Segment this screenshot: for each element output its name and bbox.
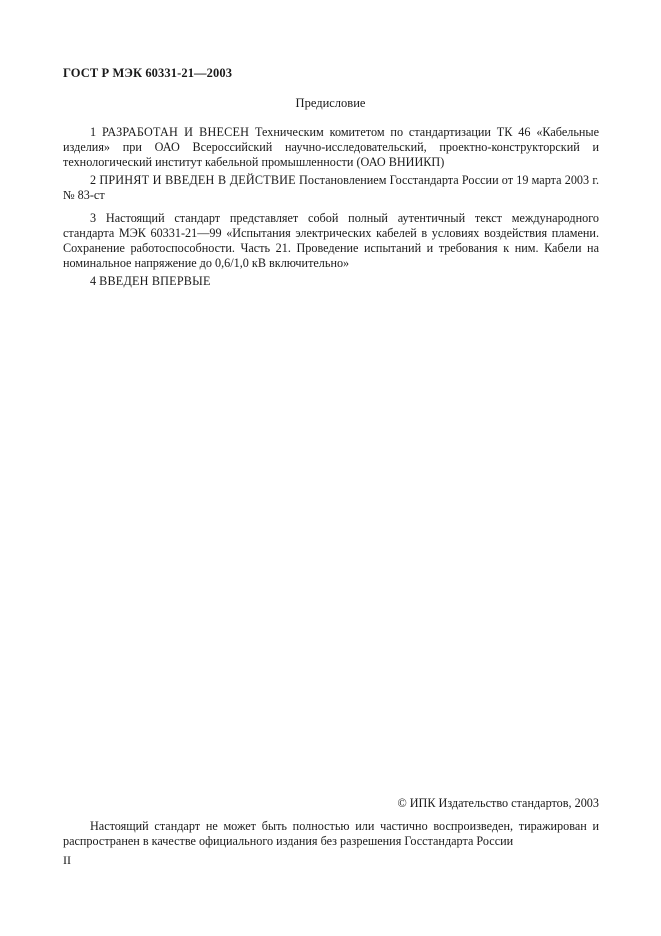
copyright-line: © ИПК Издательство стандартов, 2003 [397,796,599,810]
item-heading: ПРИНЯТ И ВВЕДЕН В ДЕЙСТВИЕ [99,173,296,187]
list-item-4 [63,274,599,289]
item-number: 2 [90,173,97,187]
item-number: 3 [90,211,97,225]
document-id-header: ГОСТ Р МЭК 60331-21—2003 [63,66,233,80]
item-text: Техническим комитетом по стандартизации ТК 46 «Кабельные изделия» при ОАО Всероссийский научно-исследовательский, проектно-конструкторский и технологический институт кабельной промышленности (ОАО ВНИИКП) [63,125,600,169]
item-text: Постановлением Госстандарта России от 19 марта 2003 г. № 83-ст [63,173,600,202]
list-item-2 [63,173,599,203]
item-heading: ВВЕДЕН ВПЕРВЫЕ [99,274,211,288]
item-number: 1 [90,125,97,139]
reproduction-notice: Настоящий стандарт не может быть полностью или частично воспроизведен, тиражирован и распространен в качестве официального издания без разрешения Госстандарта России [63,819,599,848]
page-title: Предисловие [295,96,366,110]
item-heading: РАЗРАБОТАН И ВНЕСЕН [101,125,250,139]
list-item-3 [63,211,599,271]
list-item-1 [63,125,599,170]
item-number: 4 [90,274,97,288]
item-text: Настоящий стандарт представляет собой полный аутентичный текст международного стандарта МЭК 60331-21—99 «Испытания электрических кабелей в условиях воздействия пламени. Сохранение работоспособности. Часть 21. Проведение испытаний и требования к ним. Кабели на номинальное напряжение до 0,6/1,0 кВ включительно» [63,211,600,270]
page-number: II [63,853,71,867]
